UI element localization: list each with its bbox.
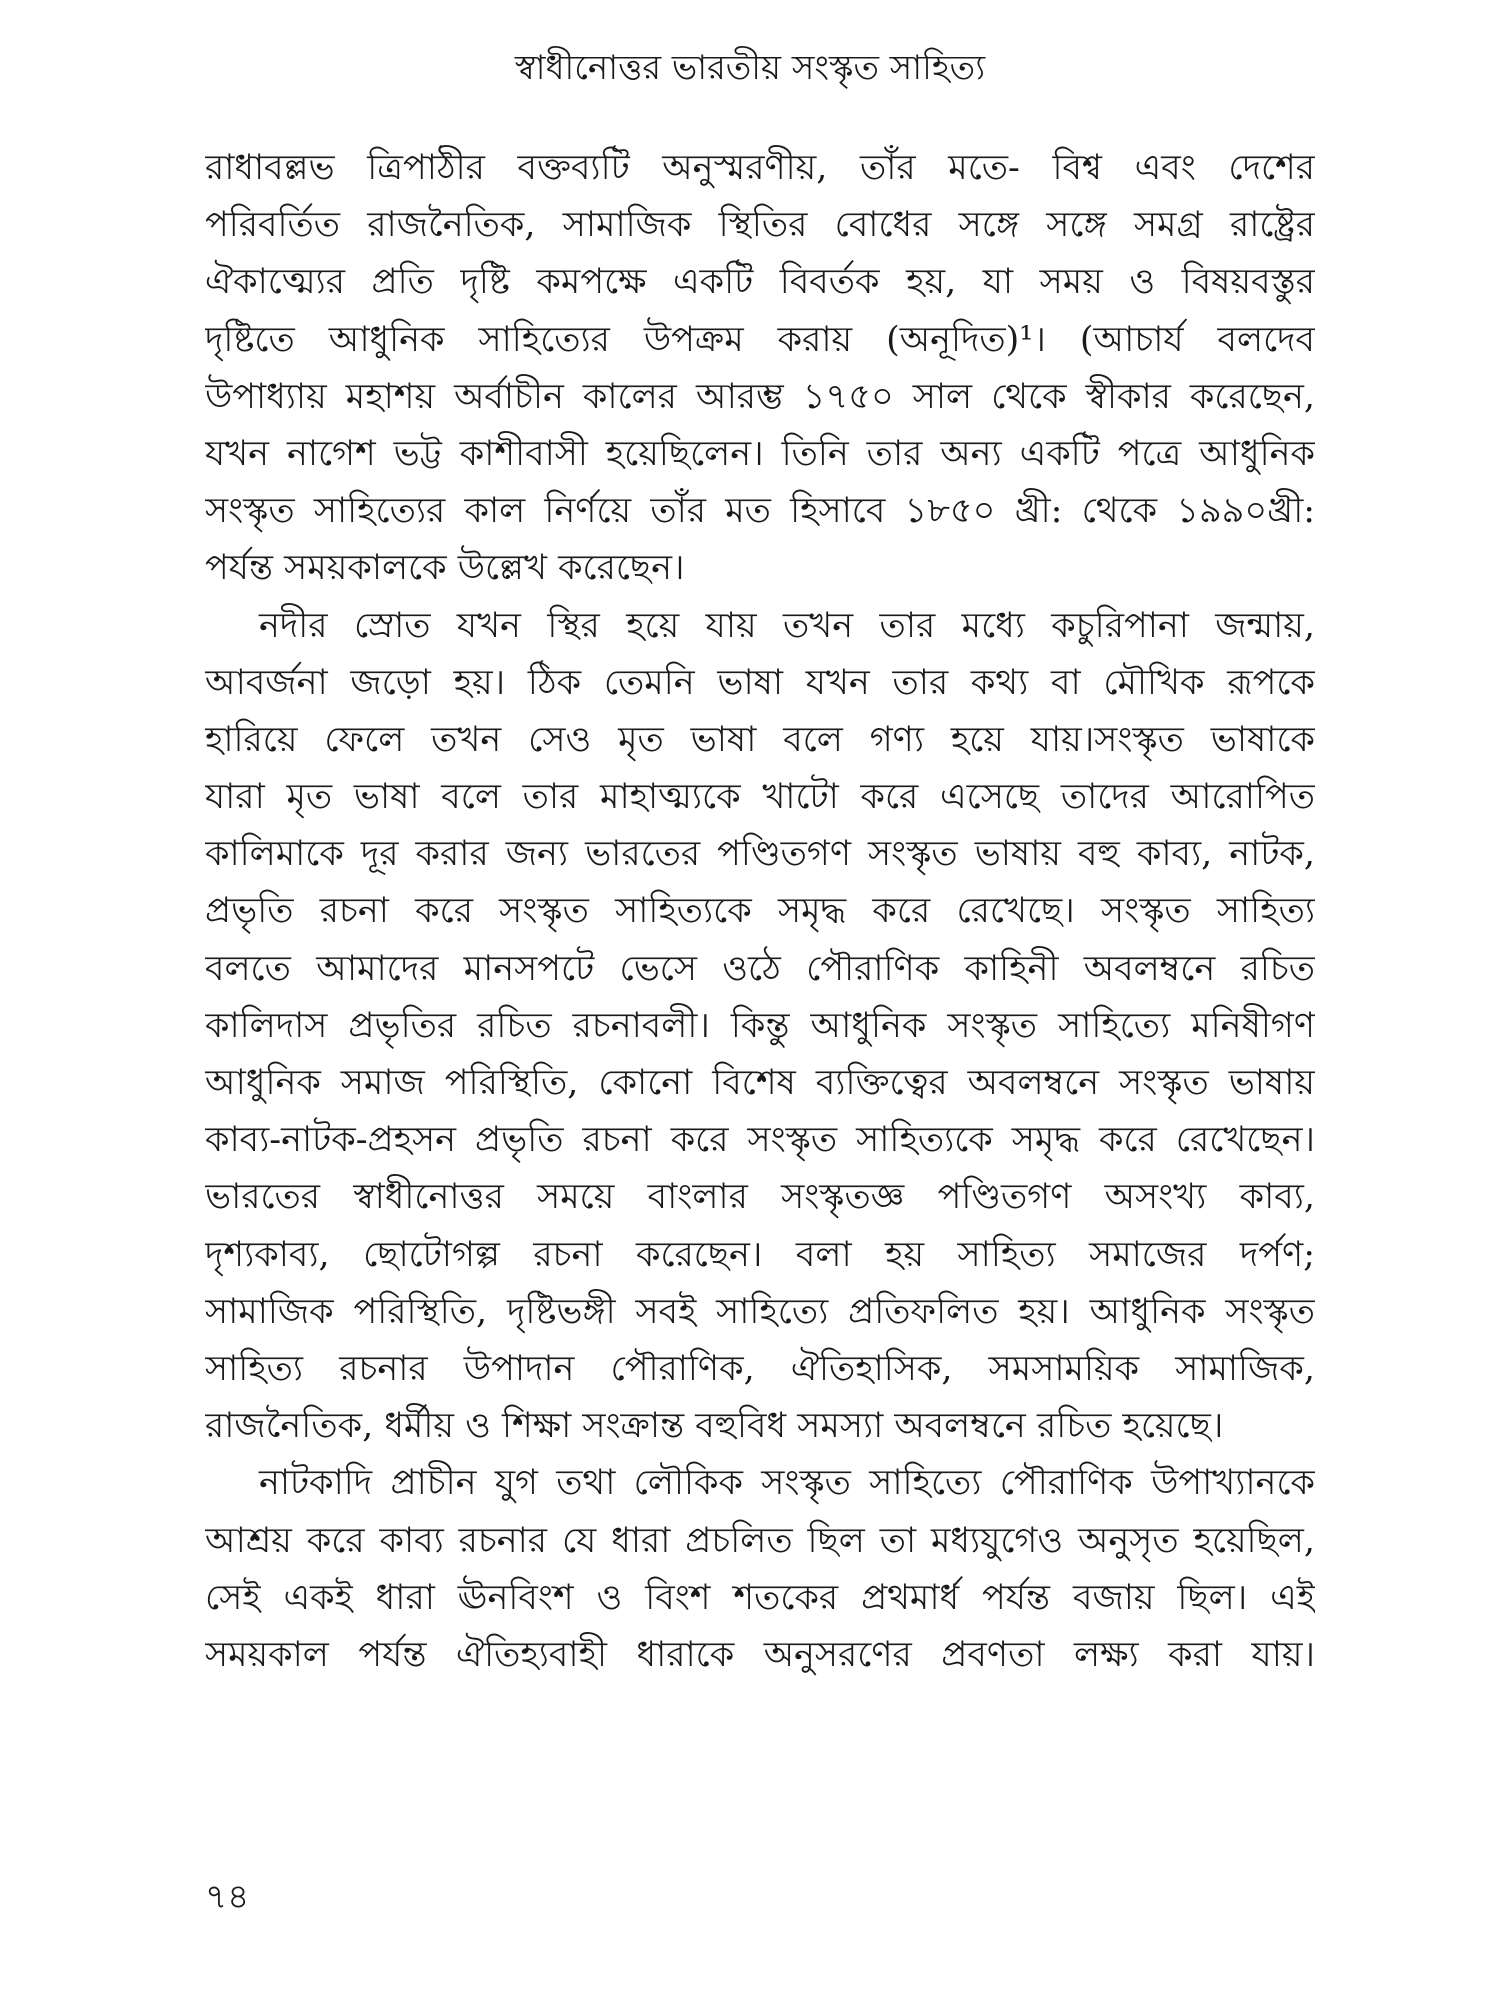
text-line: কাব্য-নাটক-প্রহসন প্রভৃতি রচনা করে সংস্কৃত সাহিত্যকে সমৃদ্ধ করে রেখেছেন। (205, 1120, 1315, 1161)
text-line: ভারতের স্বাধীনোত্তর সময়ে বাংলার সংস্কৃতজ্ঞ পণ্ডিতগণ অসংখ্য কাব্য, (205, 1177, 1315, 1218)
text-line: উপাধ্যায় মহাশয় অর্বাচীন কালের আরম্ভ ১৭৫০ সাল থেকে স্বীকার করেছেন, (205, 376, 1315, 417)
text-line: আবর্জনা জড়ো হয়। ঠিক তেমনি ভাষা যখন তার কথ্য বা মৌখিক রূপকে (205, 662, 1315, 703)
text-line: কালিদাস প্রভৃতির রচিত রচনাবলী। কিন্তু আধুনিক সংস্কৃত সাহিত্যে মনিষীগণ (205, 1005, 1315, 1046)
text-line: দৃশ্যকাব্য, ছোটোগল্প রচনা করেছেন। বলা হয় সাহিত্য সমাজের দর্পণ; (205, 1234, 1315, 1275)
text-line: নাটকাদি প্রাচীন যুগ তথা লৌকিক সংস্কৃত সাহিত্যে পৌরাণিক উপাখ্যানকে (259, 1463, 1315, 1504)
text-line: বলতে আমাদের মানসপটে ভেসে ওঠে পৌরাণিক কাহিনী অবলম্বনে রচিত (205, 948, 1315, 989)
text-line: হারিয়ে ফেলে তখন সেও মৃত ভাষা বলে গণ্য হয়ে যায়।সংস্কৃত ভাষাকে (205, 719, 1315, 760)
text-line: দৃষ্টিতে আধুনিক সাহিত্যের উপক্রম করায় (অনূদিত)¹। (আচার্য বলদেব (205, 319, 1315, 360)
text-line: সামাজিক পরিস্থিতি, দৃষ্টিভঙ্গী সবই সাহিত্যে প্রতিফলিত হয়। আধুনিক সংস্কৃত (205, 1291, 1315, 1332)
running-header: স্বাধীনোত্তর ভারতীয় সংস্কৃত সাহিত্য (514, 48, 986, 88)
text-line: ঐকাত্ম্যের প্রতি দৃষ্টি কমপক্ষে একটি বিবর্তক হয়, যা সময় ও বিষয়বস্তুর (205, 262, 1315, 303)
text-line: রাজনৈতিক, ধর্মীয় ও শিক্ষা সংক্রান্ত বহুবিধ সমস্যা অবলম্বনে রচিত হয়েছে। (205, 1406, 1224, 1447)
text-line: সাহিত্য রচনার উপাদান পৌরাণিক, ঐতিহাসিক, সমসাময়িক সামাজিক, (205, 1348, 1315, 1389)
text-line: সংস্কৃত সাহিত্যের কাল নির্ণয়ে তাঁর মত হিসাবে ১৮৫০ খ্রী: থেকে ১৯৯০খ্রী: (205, 491, 1315, 532)
text-line: রাধাবল্লভ ত্রিপাঠীর বক্তব্যটি অনুস্মরণীয়, তাঁর মতে- বিশ্ব এবং দেশের (205, 148, 1315, 188)
page-number: ৭৪ (205, 1877, 250, 1917)
text-line: কালিমাকে দূর করার জন্য ভারতের পণ্ডিতগণ সংস্কৃত ভাষায় বহু কাব্য, নাটক, (205, 834, 1315, 875)
body-text (205, 140, 1315, 1684)
text-line: পর্যন্ত সময়কালকে উল্লেখ করেছেন। (205, 548, 685, 589)
text-line: আশ্রয় করে কাব্য রচনার যে ধারা প্রচলিত ছিল তা মধ্যযুগেও অনুসৃত হয়েছিল, (205, 1520, 1315, 1561)
text-line: সেই একই ধারা ঊনবিংশ ও বিংশ শতকের প্রথমার্ধ পর্যন্ত বজায় ছিল। এই (205, 1577, 1315, 1618)
text-line: যারা মৃত ভাষা বলে তার মাহাত্ম্যকে খাটো করে এসেছে তাদের আরোপিত (205, 777, 1315, 818)
text-line: সময়কাল পর্যন্ত ঐতিহ্যবাহী ধারাকে অনুসরণের প্রবণতা লক্ষ্য করা যায়। (205, 1634, 1315, 1675)
text-line: পরিবর্তিত রাজনৈতিক, সামাজিক স্থিতির বোধের সঙ্গে সঙ্গে সমগ্র রাষ্ট্রের (205, 205, 1315, 246)
text-line: যখন নাগেশ ভট্ট কাশীবাসী হয়েছিলেন। তিনি তার অন্য একটি পত্রে আধুনিক (205, 433, 1315, 474)
text-line: প্রভৃতি রচনা করে সংস্কৃত সাহিত্যকে সমৃদ্ধ করে রেখেছে। সংস্কৃত সাহিত্য (205, 891, 1315, 932)
text-line: আধুনিক সমাজ পরিস্থিতি, কোনো বিশেষ ব্যক্তিত্বের অবলম্বনে সংস্কৃত ভাষায় (205, 1063, 1315, 1103)
text-line: নদীর স্রোত যখন স্থির হয়ে যায় তখন তার মধ্যে কচুরিপানা জন্মায়, (259, 605, 1315, 646)
